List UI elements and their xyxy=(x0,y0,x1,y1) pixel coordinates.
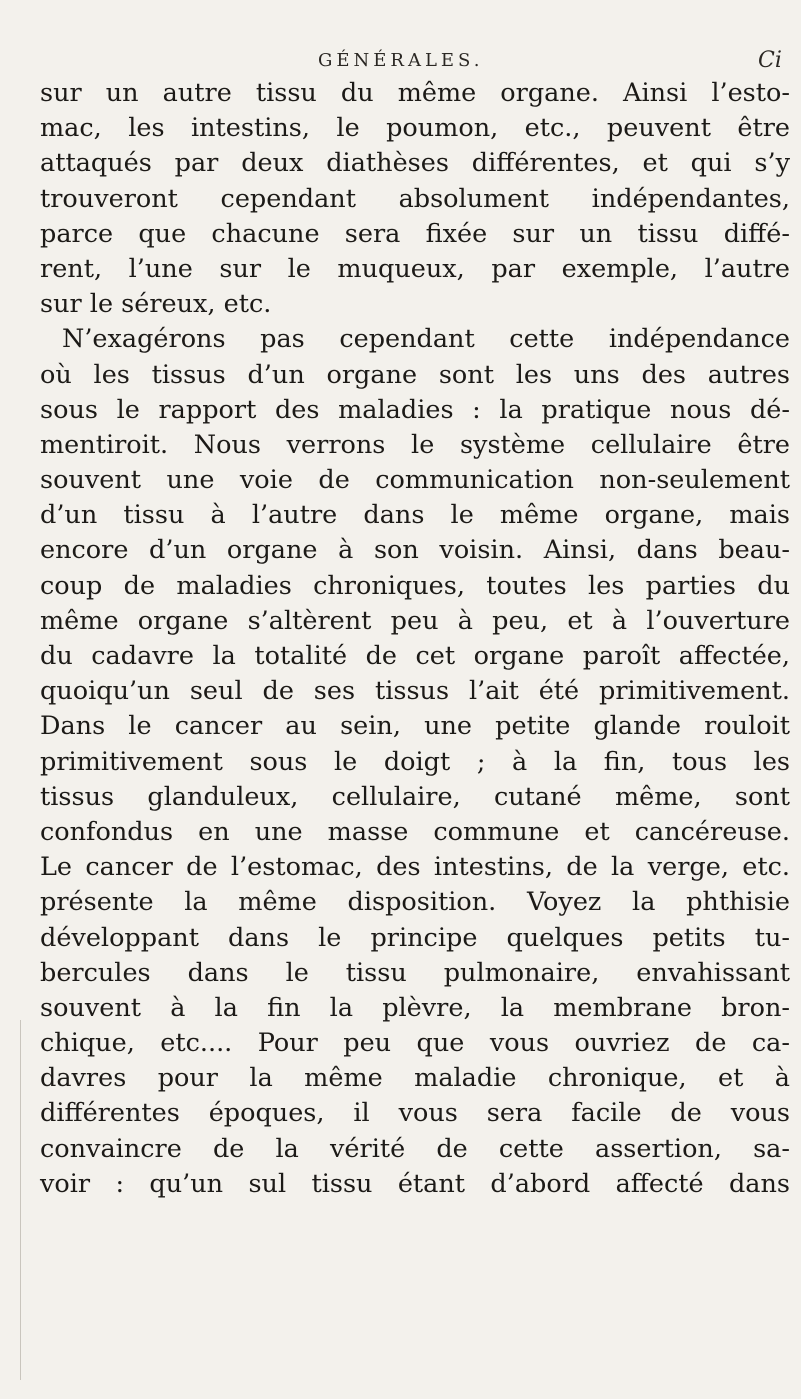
text-line: bercules dans le tissu pulmonaire, envahissant xyxy=(40,957,790,988)
page-edge-shadow xyxy=(20,1020,21,1380)
text-line: primitivement sous le doigt ; à la fin, tous les xyxy=(40,746,790,777)
text-line: attaqués par deux diathèses différentes, et qui s’y xyxy=(40,148,790,179)
text-line: même organe s’altèrent peu à peu, et à l’ouverture xyxy=(40,605,790,636)
text-line: rent, l’une sur le muqueux, par exemple, l’autre xyxy=(40,253,790,284)
text-line: souvent à la fin la plèvre, la membrane bron- xyxy=(40,992,790,1023)
text-line: encore d’un organe à son voisin. Ainsi, dans beau- xyxy=(40,535,790,566)
text-line: présente la même disposition. Voyez la phthisie xyxy=(40,887,790,918)
text-line: où les tissus d’un organe sont les uns des autres xyxy=(40,359,790,390)
text-line: sur un autre tissu du même organe. Ainsi l’esto- xyxy=(40,78,790,108)
text-line: souvent une voie de communication non-seulement xyxy=(40,465,790,496)
text-line: quoiqu’un seul de ses tissus l’ait été primitivement. xyxy=(40,676,790,707)
text-line: mac, les intestins, le poumon, etc., peuvent être xyxy=(40,113,790,144)
text-line: différentes époques, il vous sera facile de vous xyxy=(40,1098,790,1129)
text-line: d’un tissu à l’autre dans le même organe, mais xyxy=(40,500,790,531)
text-line: N’exagérons pas cependant cette indépendance xyxy=(62,324,790,355)
body-text xyxy=(40,76,790,1202)
text-line: convaincre de la vérité de cette assertion, sa- xyxy=(40,1133,790,1164)
text-line: développant dans le principe quelques petits tu- xyxy=(40,922,790,953)
text-line: confondus en une masse commune et cancéreuse. xyxy=(40,816,790,847)
text-line: parce que chacune sera fixée sur un tissu diffé- xyxy=(40,218,790,249)
text-line: davres pour la même maladie chronique, et à xyxy=(40,1063,790,1094)
text-line: sous le rapport des maladies : la pratique nous dé- xyxy=(40,394,790,425)
text-line: mentiroit. Nous verrons le système cellulaire être xyxy=(40,429,790,460)
text-line: Dans le cancer au sein, une petite glande rouloit xyxy=(40,711,790,742)
text-line: Le cancer de l’estomac, des intestins, de la verge, etc. xyxy=(40,852,790,883)
text-line: coup de maladies chroniques, toutes les parties du xyxy=(40,570,790,601)
text-line: tissus glanduleux, cellulaire, cutané même, sont xyxy=(40,781,790,812)
running-title: GÉNÉRALES. xyxy=(318,50,484,71)
text-line: du cadavre la totalité de cet organe paroît affectée, xyxy=(40,641,790,671)
signature-mark: Ci xyxy=(758,48,782,73)
text-line: sur le séreux, etc. xyxy=(40,289,272,320)
text-line: chique, etc.... Pour peu que vous ouvriez de ca- xyxy=(40,1028,790,1059)
text-line: voir : qu’un sul tissu étant d’abord affecté dans xyxy=(40,1168,790,1199)
text-line: trouveront cependant absolument indépendantes, xyxy=(40,183,790,214)
